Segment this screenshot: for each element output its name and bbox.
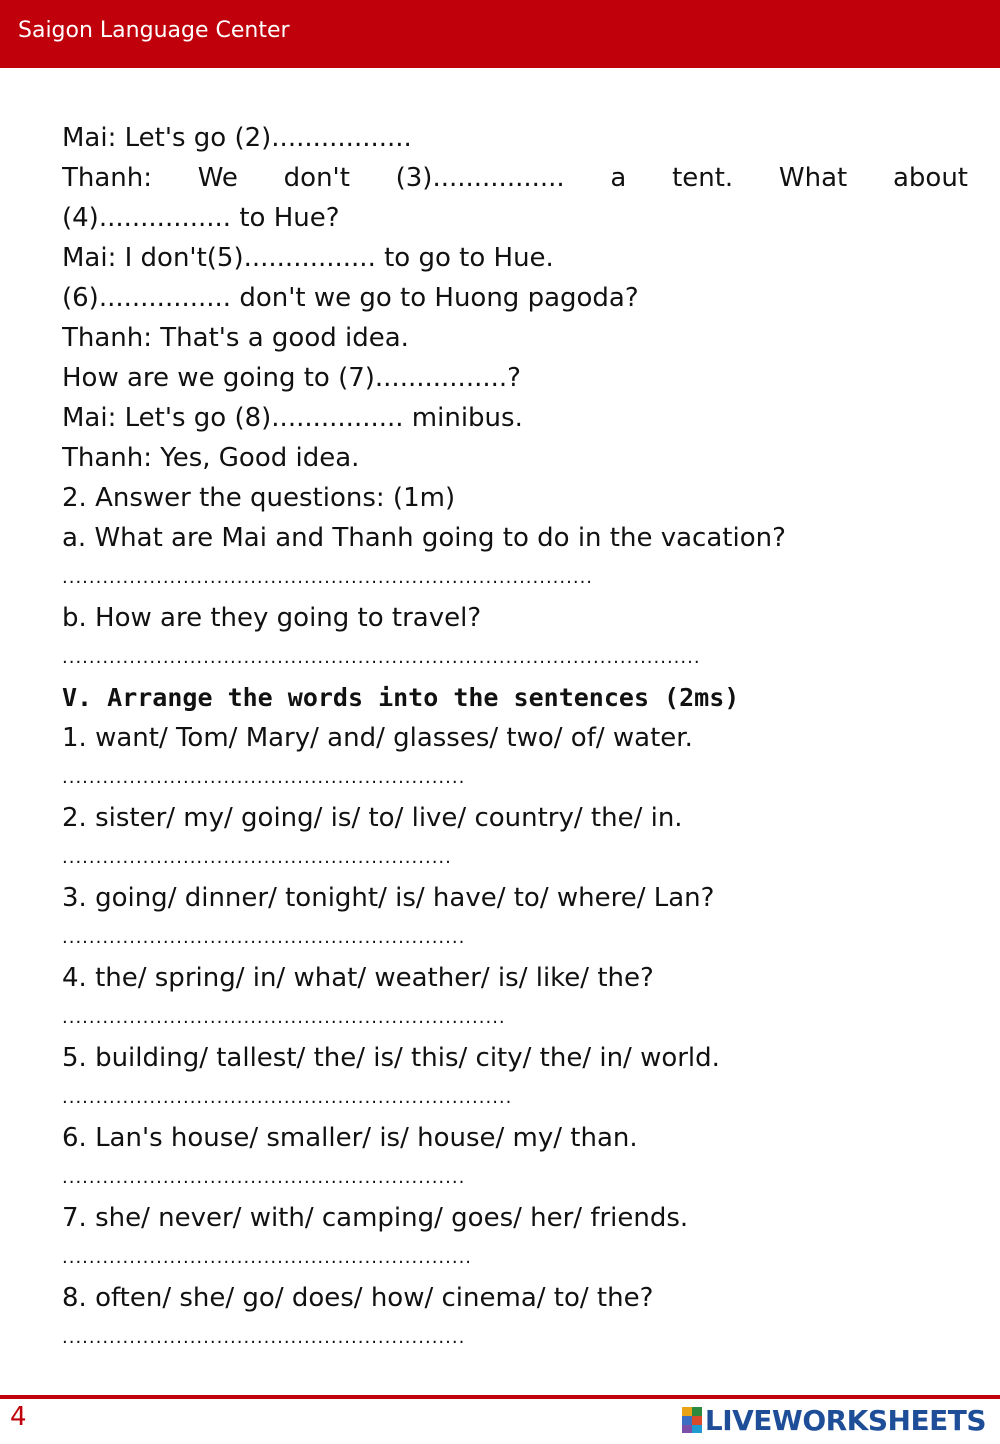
answer-blank[interactable]: ............................................................ <box>62 1327 466 1348</box>
question: 7. she/ never/ with/ camping/ goes/ her/ friends. <box>62 1203 689 1233</box>
answer-blank[interactable]: ................................................................... <box>62 1087 513 1108</box>
logo-tile <box>692 1425 702 1433</box>
liveworksheets-logo-icon <box>682 1407 702 1433</box>
question: 8. often/ she/ go/ does/ how/ cinema/ to/ the? <box>62 1283 654 1313</box>
question: 5. building/ tallest/ the/ is/ this/ city/ the/ in/ world. <box>62 1043 720 1073</box>
logo-tile <box>682 1416 692 1425</box>
dialogue-line: Thanh: We don't (3)................ a tent. What about <box>62 163 968 193</box>
section-heading: V. Arrange the words into the sentences (2ms) <box>62 683 740 712</box>
logo-tile <box>682 1407 692 1416</box>
question: b. How are they going to travel? <box>62 603 482 633</box>
dialogue-line: (6)................ don't we go to Huong pagoda? <box>62 283 639 313</box>
question: 4. the/ spring/ in/ what/ weather/ is/ like/ the? <box>62 963 654 993</box>
dialogue-line: Mai: I don't(5)................ to go to Hue. <box>62 243 554 273</box>
header-bar <box>0 0 1000 68</box>
dialogue-line: Thanh: That's a good idea. <box>62 323 409 353</box>
answer-blank[interactable]: .................................................................. <box>62 1007 506 1028</box>
logo-tile <box>692 1416 702 1425</box>
answer-blank[interactable]: .......................................................... <box>62 847 452 868</box>
question: 2. sister/ my/ going/ is/ to/ live/ country/ the/ in. <box>62 803 683 833</box>
footer-divider <box>0 1395 1000 1399</box>
dialogue-line: Mai: Let's go (2)................. <box>62 123 412 153</box>
dialogue-line: Thanh: Yes, Good idea. <box>62 443 360 473</box>
question: 6. Lan's house/ smaller/ is/ house/ my/ than. <box>62 1123 638 1153</box>
question: 1. want/ Tom/ Mary/ and/ glasses/ two/ of/ water. <box>62 723 693 753</box>
brand-text: LIVEWORKSHEETS <box>704 1403 986 1437</box>
question: a. What are Mai and Thanh going to do in the vacation? <box>62 523 786 553</box>
answer-blank[interactable]: ............................................................................... <box>62 567 594 588</box>
logo-tile <box>682 1425 692 1433</box>
section-heading: 2. Answer the questions: (1m) <box>62 483 456 513</box>
page-number: 4 <box>10 1402 27 1432</box>
answer-blank[interactable]: ............................................................................................... <box>62 647 701 668</box>
question: 3. going/ dinner/ tonight/ is/ have/ to/ where/ Lan? <box>62 883 715 913</box>
answer-blank[interactable]: ............................................................ <box>62 927 466 948</box>
worksheet-content <box>62 118 968 1358</box>
logo-tile <box>692 1407 702 1416</box>
answer-blank[interactable]: ............................................................ <box>62 767 466 788</box>
liveworksheets-logo[interactable] <box>682 1404 986 1436</box>
answer-blank[interactable]: ............................................................ <box>62 1167 466 1188</box>
header-title: Saigon Language Center <box>18 18 290 43</box>
answer-blank[interactable]: ............................................................. <box>62 1247 473 1268</box>
dialogue-line: (4)................ to Hue? <box>62 203 340 233</box>
dialogue-line: Mai: Let's go (8)................ minibus. <box>62 403 523 433</box>
dialogue-line: How are we going to (7)................? <box>62 363 521 393</box>
